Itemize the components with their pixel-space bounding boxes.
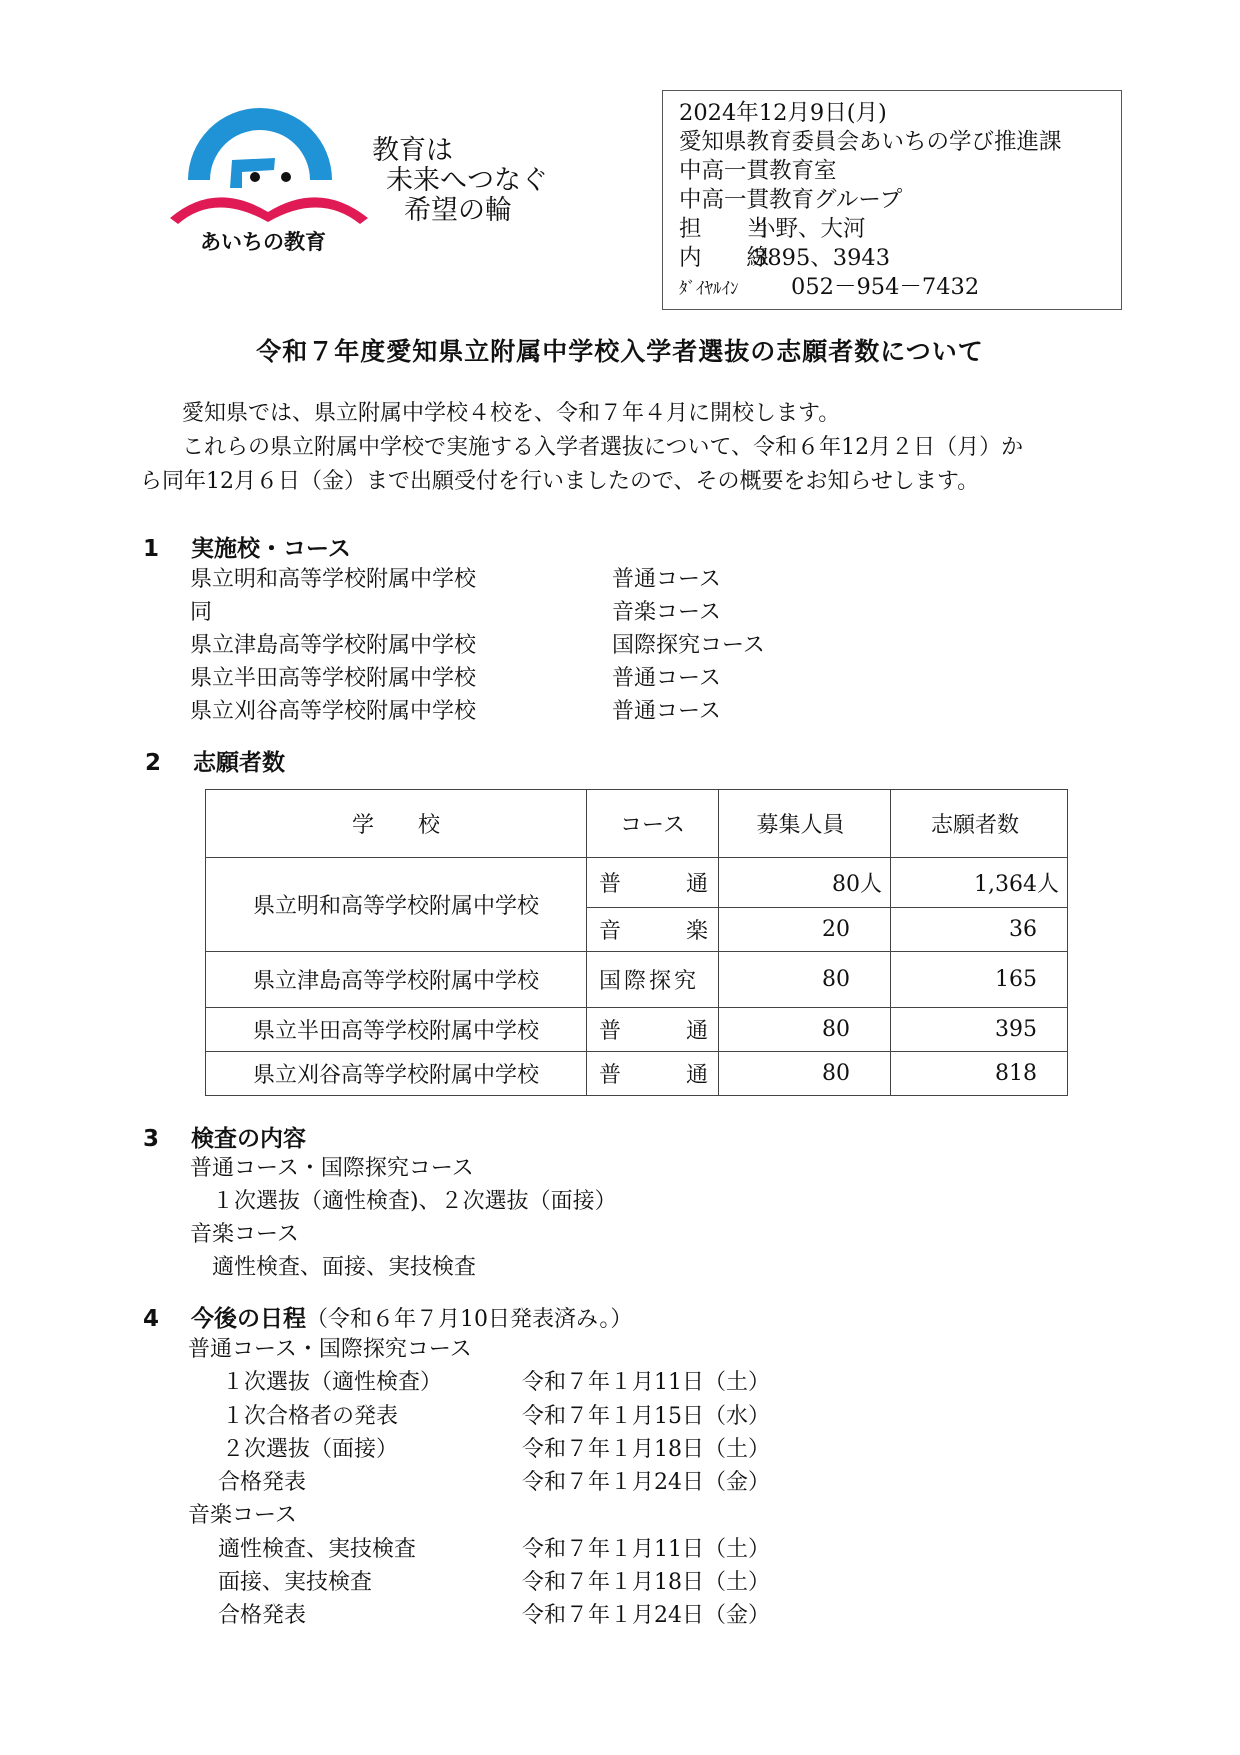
- schedule-label: 合格発表: [218, 1603, 307, 1629]
- course-char: 通: [685, 872, 708, 897]
- section-number: 1: [143, 536, 160, 562]
- course-name: 普通コース: [612, 699, 721, 724]
- table-row: [206, 952, 1068, 1008]
- header-applicants: 志願者数: [891, 790, 1068, 858]
- exam-line: 普通コース・国際探究コース: [190, 1156, 474, 1181]
- course-name: 国際探究コース: [612, 633, 765, 658]
- schedule-item: [188, 1566, 770, 1599]
- section-title: 実施校・コース: [191, 536, 351, 562]
- list-item: [190, 563, 765, 596]
- dial-label: ﾀﾞｲﾔﾙｲﾝ: [679, 279, 739, 299]
- contact-box: [662, 90, 1122, 310]
- section-title: 今後の日程: [191, 1306, 306, 1332]
- schedule-group-title: 音楽コース: [188, 1503, 297, 1529]
- office: 中高一貫教育室: [679, 158, 837, 184]
- header-school: 学 校: [206, 790, 587, 858]
- applicants-cell: 165: [891, 952, 1068, 1008]
- course-char: 普: [599, 1063, 622, 1088]
- list-item: [190, 662, 765, 695]
- slogan-line: 未来へつなぐ: [386, 165, 548, 196]
- slogan-line: 希望の輪: [404, 195, 512, 226]
- schedule-group-title: 普通コース・国際探究コース: [188, 1337, 472, 1362]
- aichi-education-logo: [170, 100, 380, 260]
- schedule-label: 適性検査、実技検査: [218, 1536, 417, 1562]
- person-label: 担 当: [679, 216, 770, 242]
- table-header-row: [206, 790, 1068, 858]
- schedule-date: 令和７年１月18日（土）: [522, 1570, 770, 1596]
- section-number: 4: [143, 1306, 160, 1332]
- dial-value: 052－954－7432: [791, 274, 980, 300]
- schedule-date: 令和７年１月11日（土）: [522, 1536, 770, 1562]
- schedule-label: １次選抜（適性検査）: [222, 1370, 443, 1396]
- schedule-label: 合格発表: [218, 1470, 307, 1496]
- person-value: 小野、大河: [753, 216, 866, 242]
- logo-slogan: [372, 136, 548, 226]
- course-char: 通: [685, 1063, 708, 1088]
- group: 中高一貫教育グループ: [679, 187, 903, 213]
- section-note: （令和６年７月10日発表済み。）: [306, 1307, 633, 1332]
- list-item: [190, 629, 765, 662]
- course-char: 普: [599, 1019, 622, 1044]
- section-2-heading: [145, 744, 285, 777]
- school-cell: 県立半田高等学校附属中学校: [206, 1008, 587, 1052]
- schedule-date: 令和７年１月24日（金）: [522, 1470, 770, 1496]
- schedule-date: 令和７年１月11日（土）: [522, 1370, 770, 1396]
- section-number: 2: [145, 750, 162, 776]
- capacity-cell: 80: [719, 1052, 891, 1096]
- course-char: 楽: [685, 919, 708, 944]
- extension-label: 内 線: [679, 245, 770, 271]
- capacity-cell: 80人: [719, 858, 891, 908]
- section-4-heading: [143, 1300, 632, 1333]
- schedule-label: ２次選抜（面接）: [222, 1436, 399, 1462]
- person-row: [679, 215, 1121, 244]
- applicants-cell: 36: [891, 908, 1068, 952]
- section-title: 志願者数: [193, 750, 285, 776]
- intro-line: これらの県立附属中学校で実施する入学者選抜について、令和６年12月２日（月）か: [160, 435, 1024, 460]
- schedule-item: [188, 1433, 770, 1466]
- logo-caption: あいちの教育: [200, 230, 326, 254]
- course-label: 国際探究: [599, 969, 700, 994]
- table-row: [206, 1052, 1068, 1096]
- schedule-item: [188, 1466, 770, 1499]
- schedule-item: [188, 1400, 770, 1433]
- schedule-label: １次合格者の発表: [222, 1403, 399, 1429]
- section-number: 3: [143, 1126, 160, 1152]
- extension-value: 3895、3943: [753, 245, 891, 271]
- course-name: 普通コース: [612, 567, 721, 592]
- course-char: 通: [685, 1019, 708, 1044]
- course-char: 音: [599, 919, 622, 944]
- table-row: [206, 858, 1068, 908]
- applicants-cell: 1,364人: [891, 858, 1068, 908]
- applicants-cell: 395: [891, 1008, 1068, 1052]
- exam-line: 音楽コース: [190, 1222, 299, 1247]
- intro-line: 愛知県では、県立附属中学校４校を、令和７年４月に開校します。: [160, 401, 841, 426]
- list-item: [190, 695, 765, 728]
- intro-line: ら同年12月６日（金）まで出願受付を行いましたので、その概要をお知らせします。: [140, 469, 980, 494]
- schedule-item: [188, 1599, 770, 1632]
- list-item: [190, 596, 765, 629]
- exam-line: 適性検査、面接、実技検査: [190, 1255, 477, 1280]
- school-name: 県立明和高等学校附属中学校: [190, 567, 477, 592]
- capacity-cell: 80: [719, 1008, 891, 1052]
- schedule-item: [188, 1366, 770, 1399]
- table-row: [206, 1008, 1068, 1052]
- schedule: [188, 1333, 770, 1633]
- course-cell: [587, 1052, 719, 1096]
- extension-row: [679, 244, 1121, 273]
- schedule-label: 面接、実技検査: [218, 1570, 373, 1596]
- intro-paragraph: [140, 397, 1024, 499]
- capacity-cell: 20: [719, 908, 891, 952]
- exam-line: １次選抜（適性検査)、２次選抜（面接）: [190, 1189, 617, 1214]
- school-cell: 県立津島高等学校附属中学校: [206, 952, 587, 1008]
- section-1-heading: [143, 530, 351, 563]
- school-cell: 県立刈谷高等学校附属中学校: [206, 1052, 587, 1096]
- section-title: 検査の内容: [191, 1126, 306, 1152]
- schedule-date: 令和７年１月18日（土）: [522, 1436, 770, 1462]
- document-title: 令和７年度愛知県立附属中学校入学者選抜の志願者数について: [256, 337, 984, 366]
- schedule-date: 令和７年１月15日（水）: [522, 1403, 770, 1429]
- course-char: 普: [599, 872, 622, 897]
- course-cell: [587, 1008, 719, 1052]
- applicants-table: [205, 789, 1068, 1096]
- school-name: 県立半田高等学校附属中学校: [190, 666, 477, 691]
- dial-row: [679, 273, 1121, 304]
- school-name: 同: [190, 600, 213, 625]
- course-cell: [587, 858, 719, 908]
- applicants-cell: 818: [891, 1052, 1068, 1096]
- schedule-date: 令和７年１月24日（金）: [522, 1603, 770, 1629]
- issue-date: 2024年12月9日(月): [679, 100, 887, 126]
- school-name: 県立津島高等学校附属中学校: [190, 633, 477, 658]
- header-course: コース: [587, 790, 719, 858]
- header-capacity: 募集人員: [719, 790, 891, 858]
- capacity-cell: 80: [719, 952, 891, 1008]
- course-name: 普通コース: [612, 666, 721, 691]
- slogan-line: 教育は: [372, 135, 453, 166]
- schedule-item: [188, 1533, 770, 1566]
- course-cell: [587, 908, 719, 952]
- course-cell: [587, 952, 719, 1008]
- school-course-list: [190, 563, 765, 728]
- section-3-heading: [143, 1120, 306, 1153]
- school-name: 県立刈谷高等学校附属中学校: [190, 699, 477, 724]
- exam-content: [190, 1152, 617, 1284]
- course-name: 音楽コース: [612, 600, 721, 625]
- school-cell: 県立明和高等学校附属中学校: [206, 858, 587, 952]
- department: 愛知県教育委員会あいちの学び推進課: [679, 129, 1062, 155]
